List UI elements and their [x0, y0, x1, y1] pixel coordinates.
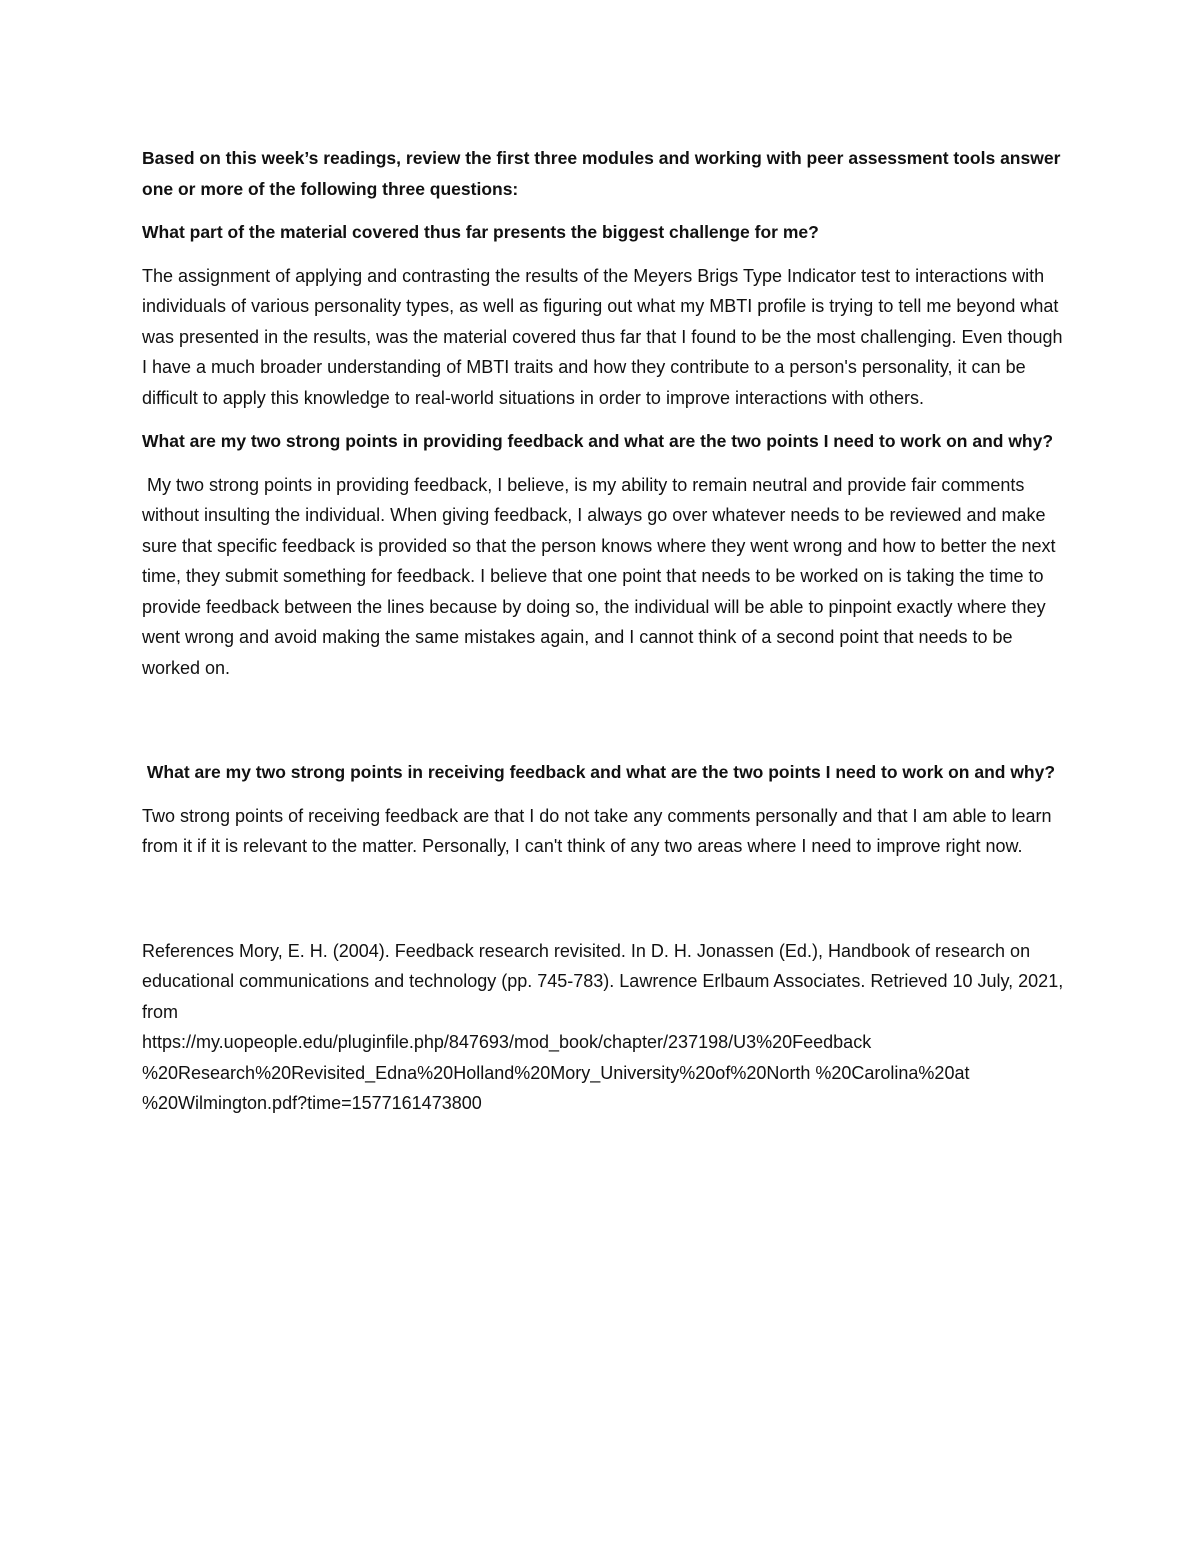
intro-prompt: Based on this week’s readings, review the first three modules and working with peer assessment tools answer one or more of the following three questions:: [142, 148, 1061, 199]
reference-citation: References Mory, E. H. (2004). Feedback research revisited. In D. H. Jonassen (Ed.), Handbook of research on educational communications and technology (pp. 745-783). Lawrence Erlbaum Associates. Retrieved 10 July, 2021, from: [142, 940, 1064, 1022]
reference-url-line-3: %20Wilmington.pdf?time=1577161473800: [142, 1093, 482, 1113]
answer-1: The assignment of applying and contrasting the results of the Meyers Brigs Type Indicator test to interactions with individuals of various personality types, as well as figuring out what my MBTI profile is trying to tell me beyond what was presented in the results, was the material covered thus far that I found to be the most challenging. Even though I have a much broader understanding of MBTI traits and how they contribute to a person's personality, it can be difficult to apply this knowledge to real-world situations in order to improve interactions with others.: [142, 265, 1063, 408]
answer-2: My two strong points in providing feedback, I believe, is my ability to remain neutral and provide fair comments without insulting the individual. When giving feedback, I always go over whatever needs to be reviewed and make sure that specific feedback is provided so that the person knows where they went wrong and how to better the next time, they submit something for feedback. I believe that one point that needs to be worked on is taking the time to provide feedback between the lines because by doing so, the individual will be able to pinpoint exactly where they went wrong and avoid making the same mistakes again, and I cannot think of a second point that needs to be worked on.: [142, 474, 1061, 678]
references-section: [142, 936, 1067, 1119]
document-body: [142, 143, 1067, 1119]
question-1: What part of the material covered thus far presents the biggest challenge for me?: [142, 222, 819, 242]
reference-url-line-2: %20Research%20Revisited_Edna%20Holland%20Mory_University%20of%20North %20Carolina%20at: [142, 1062, 970, 1083]
answer-3: Two strong points of receiving feedback are that I do not take any comments personally and that I am able to learn from it if it is relevant to the matter. Personally, I can't think of any two areas where I need to improve right now.: [142, 805, 1052, 856]
question-3: What are my two strong points in receiving feedback and what are the two points I need to work on and why?: [142, 762, 1056, 782]
question-2: What are my two strong points in providing feedback and what are the two points I need to work on and why?: [142, 431, 1054, 451]
reference-url-line-1: https://my.uopeople.edu/pluginfile.php/847693/mod_book/chapter/237198/U3%20Feedback: [142, 1032, 872, 1052]
